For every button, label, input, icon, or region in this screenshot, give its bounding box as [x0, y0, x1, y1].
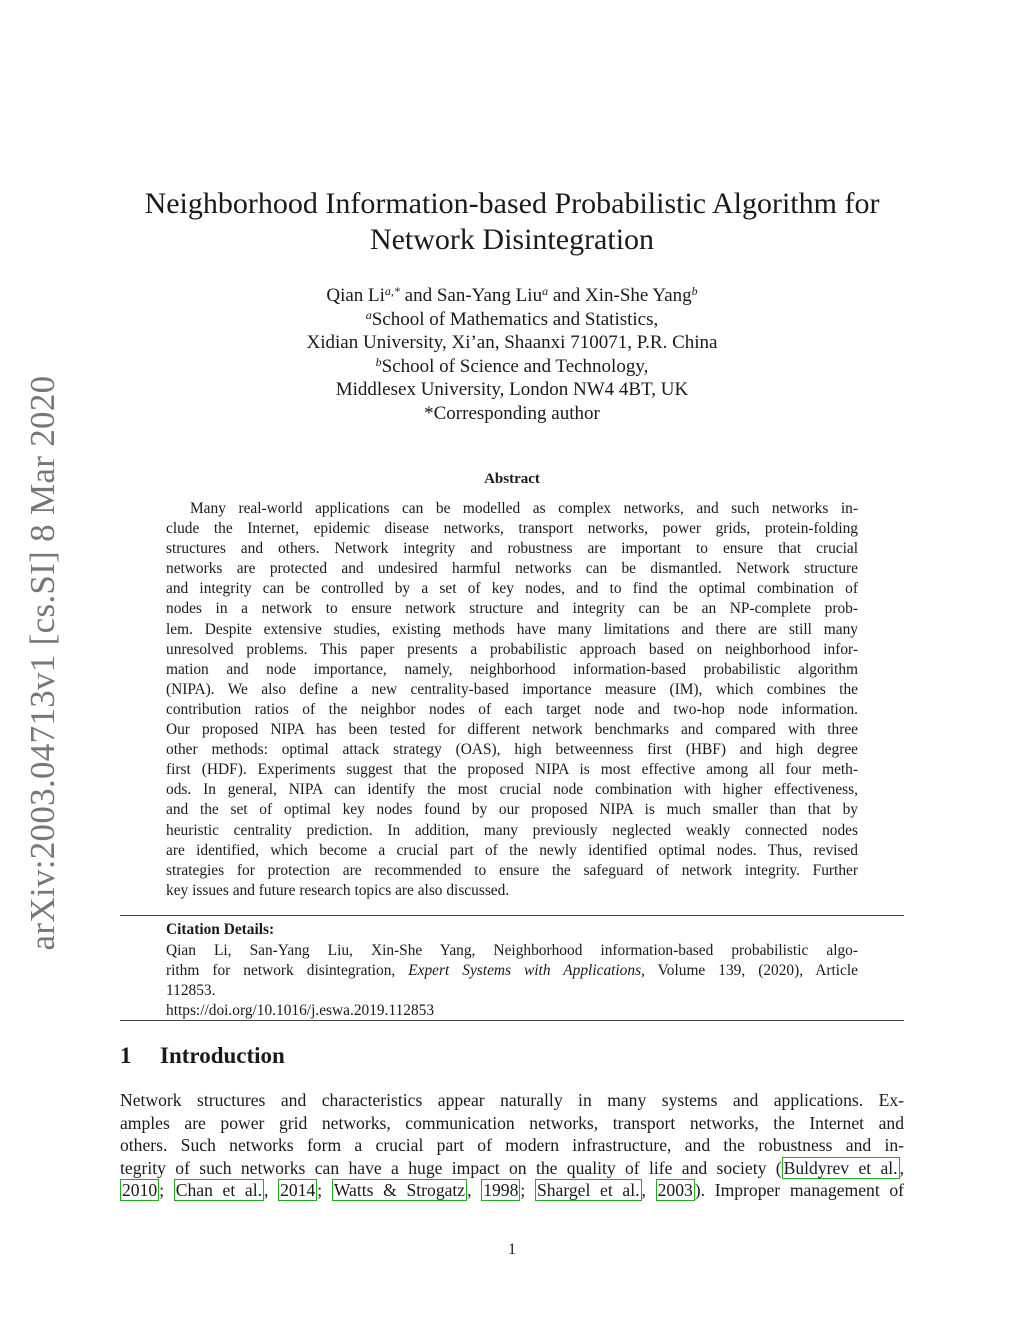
citation-bottom-rule [120, 1020, 904, 1021]
author-xin-she-yang: and Xin-She Yang [548, 285, 692, 306]
section-title: Introduction [160, 1043, 285, 1068]
title-line-1: Neighborhood Information-based Probabilistic Algorithm for [144, 187, 880, 220]
affil-b-school: School of Science and Technology, [381, 355, 649, 377]
intro-line-tail: ). Improper management of [694, 1180, 905, 1201]
citation-link-watts[interactable]: Watts & Strogatz [333, 1180, 466, 1201]
citation-title-part: rithm for network disintegration, [166, 962, 409, 980]
affil-a-school: School of Mathematics and Statistics, [371, 308, 659, 330]
citation-link-chan[interactable]: Chan et al. [175, 1180, 263, 1201]
abstract-line: lem. Despite extensive studies, existing methods have many limitations and there are still many [166, 620, 858, 638]
citation-link-buldyrev[interactable]: Buldyrev et al. [783, 1157, 898, 1178]
citation-link-buldyrev-year[interactable]: 2010 [122, 1180, 158, 1201]
title-line-2: Network Disintegration [369, 223, 655, 256]
abstract-line: strategies for protection are recommended to ensure the safeguard of network integrity. Further [166, 861, 858, 879]
author-san-yang-liu: and San-Yang Liu [399, 285, 543, 306]
affil-a-mark: a [365, 307, 372, 322]
author-qian-li: Qian Li [326, 285, 385, 306]
citation-volume: , Volume 139, (2020), Article [641, 962, 858, 980]
abstract-line: contribution ratios of the neighbor nodes of each target node and two-hop node information. [166, 700, 858, 718]
introduction-paragraph [120, 1089, 904, 1202]
citation-top-rule [120, 915, 904, 916]
abstract-line: other methods: optimal attack strategy (OAS), high betweenness first (HBF) and high degree [166, 741, 858, 759]
citation-heading: Citation Details: [166, 921, 275, 938]
intro-line-text: tegrity of such networks can have a huge impact on the quality of life and society ( [120, 1157, 782, 1178]
doi-link[interactable]: https://doi.org/10.1016/j.eswa.2019.112853 [166, 1002, 435, 1020]
abstract-line: networks are protected and undesired harmful networks can be dismantled. Network structure [166, 560, 858, 578]
abstract-line: ods. In general, NIPA can identify the most crucial node combination with higher effectiveness, [166, 781, 858, 799]
abstract-line: Many real-world applications can be modelled as complex networks, and such networks in- [190, 500, 858, 517]
abstract-line: unresolved problems. This paper presents a probabilistic approach based on neighborhood infor- [166, 640, 858, 658]
citation-link-shargel-year[interactable]: 2003 [657, 1180, 693, 1201]
citation-details [166, 941, 858, 1021]
citation-link-watts-year[interactable]: 1998 [483, 1180, 519, 1201]
abstract-line: clude the Internet, epidemic disease networks, transport networks, power grids, protein-folding [166, 520, 858, 538]
affiliation-b-line-2: Middlesex University, London NW4 4BT, UK [335, 379, 689, 400]
abstract-line: and integrity can be controlled by a set of key nodes, and to find the optimal combination of [166, 580, 858, 598]
intro-line: tegrity of such networks can have a huge impact on the quality of life and society ( Buldyrev et al. , [120, 1157, 904, 1178]
affiliation-a-line-2: Xidian University, Xi’an, Shaanxi 710071, P.R. China [306, 332, 718, 353]
author-3-affil-mark: b [691, 284, 698, 298]
abstract-heading: Abstract [484, 471, 540, 487]
section-heading-introduction [120, 1043, 285, 1069]
intro-line: Network structures and characteristics appear naturally in many systems and applications. Ex- [120, 1090, 904, 1110]
intro-line: others. Such networks form a crucial part of modern infrastructure, and the robustness and in- [120, 1135, 904, 1156]
abstract-body [166, 499, 858, 901]
corresponding-author-note: *Corresponding author [424, 402, 600, 424]
author-block [120, 284, 904, 425]
citation-link-shargel[interactable]: Shargel et al. [536, 1180, 640, 1201]
arxiv-identifier-text: arXiv:2003.04713v1 [cs.SI] 8 Mar 2020 [23, 375, 62, 950]
page-number: 1 [508, 1241, 516, 1258]
abstract-line: key issues and future research topics are also discussed. [166, 881, 510, 899]
abstract-line: structures and others. Network integrity and robustness are important to ensure that crucial [166, 540, 858, 558]
paper-title [120, 186, 904, 258]
citation-line-2 [166, 961, 858, 981]
author-1-affil-mark: a,* [384, 284, 400, 298]
arxiv-identifier [14, 375, 72, 950]
abstract-line: Our proposed NIPA has been tested for different network benchmarks and compared with three [166, 721, 858, 739]
affiliation-b-line-1 [120, 355, 904, 379]
abstract-line: mation and node importance, namely, neighborhood information-based probabilistic algorithm [166, 660, 858, 678]
author-line [120, 284, 904, 308]
abstract-line: are identified, which become a crucial part of the newly identified optimal nodes. Thus, revised [166, 841, 858, 859]
citation-link-chan-year[interactable]: 2014 [280, 1180, 316, 1201]
journal-name: Expert Systems with Applications [408, 962, 642, 980]
citation-line-1: Qian Li, San-Yang Liu, Xin-She Yang, Neighborhood information-based probabilistic algo- [166, 942, 858, 959]
abstract-line: first (HDF). Experiments suggest that the proposed NIPA is most effective among all four meth- [166, 761, 858, 779]
abstract-line: (NIPA). We also define a new centrality-based importance measure (IM), which combines the [166, 680, 858, 698]
affil-b-mark: b [375, 354, 382, 369]
citation-line-3: 112853. [166, 982, 216, 1000]
section-number: 1 [120, 1043, 132, 1068]
abstract-line: nodes in a network to ensure network structure and integrity can be an NP-complete prob- [166, 600, 858, 618]
abstract-line: and the set of optimal key nodes found by our proposed NIPA is much smaller than that by [166, 801, 858, 819]
abstract-line: heuristic centrality prediction. In addition, many previously neglected weakly connected nodes [166, 821, 858, 839]
intro-line: amples are power grid networks, communication networks, transport networks, the Internet and [120, 1112, 904, 1133]
intro-line: 2010 ; Chan et al. , 2014 ; Watts & Strogatz , 1998 ; Shargel et al. , 2003 ). Improper management of [122, 1180, 905, 1201]
affiliation-a-line-1 [120, 308, 904, 332]
author-2-affil-mark: a [542, 284, 549, 298]
